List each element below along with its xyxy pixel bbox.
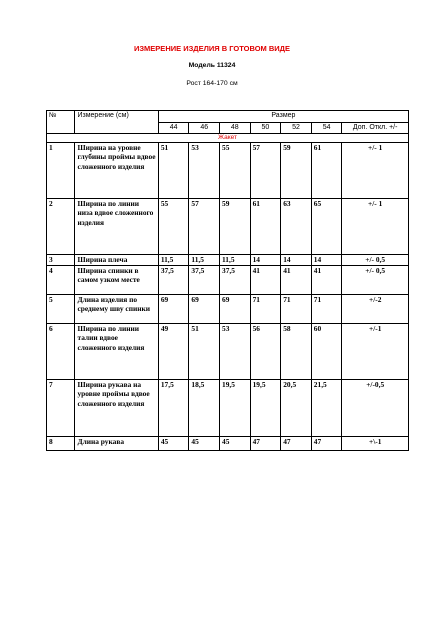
- model-label: Модель 11324: [188, 62, 236, 69]
- row-tolerance: +/- 0,5: [342, 255, 409, 266]
- row-number: 2: [47, 199, 75, 255]
- table-row: [47, 437, 409, 451]
- row-value: 17,5: [158, 380, 189, 437]
- row-value: 69: [158, 295, 189, 324]
- row-value: 60: [311, 324, 342, 380]
- row-value: 57: [189, 199, 220, 255]
- row-number: 7: [47, 380, 75, 437]
- row-tolerance: +/-0,5: [342, 380, 409, 437]
- row-value: 19,5: [220, 380, 251, 437]
- row-measure-name: Ширина на уровне глубины проймы вдвое сложенного изделия: [75, 143, 158, 199]
- row-value: 47: [250, 437, 281, 451]
- row-tolerance: +/-2: [342, 295, 409, 324]
- row-value: 57: [250, 143, 281, 199]
- table-row: [47, 143, 409, 199]
- table-row: [47, 295, 409, 324]
- row-value: 14: [250, 255, 281, 266]
- row-measure-name: Ширина по линии низа вдвое сложенного изделия: [75, 199, 158, 255]
- row-value: 59: [220, 199, 251, 255]
- row-number: 6: [47, 324, 75, 380]
- header-size: Размер: [158, 111, 408, 123]
- row-value: 19,5: [250, 380, 281, 437]
- row-value: 59: [281, 143, 312, 199]
- row-tolerance: +/- 0,5: [342, 266, 409, 295]
- row-value: 61: [250, 199, 281, 255]
- row-value: 45: [158, 437, 189, 451]
- row-tolerance: +\-1: [342, 437, 409, 451]
- row-value: 69: [220, 295, 251, 324]
- table-row: [47, 324, 409, 380]
- row-measure-name: Длина рукава: [75, 437, 158, 451]
- row-value: 69: [189, 295, 220, 324]
- header-number: №: [47, 111, 75, 134]
- row-value: 47: [281, 437, 312, 451]
- row-measure-name: Длина изделия по среднему шву спинки: [75, 295, 158, 324]
- row-number: 8: [47, 437, 75, 451]
- row-measure-name: Ширина спинки в самом узком месте: [75, 266, 158, 295]
- row-number: 3: [47, 255, 75, 266]
- row-value: 41: [311, 266, 342, 295]
- table-row: [47, 199, 409, 255]
- row-tolerance: +/- 1: [342, 199, 409, 255]
- row-value: 21,5: [311, 380, 342, 437]
- row-value: 11,5: [220, 255, 251, 266]
- row-value: 71: [311, 295, 342, 324]
- measurement-table: [46, 110, 409, 451]
- table-row: [47, 266, 409, 295]
- row-value: 56: [250, 324, 281, 380]
- row-value: 65: [311, 199, 342, 255]
- size-header-cell: 44: [158, 123, 189, 134]
- row-measure-name: Ширина по линии талии вдвое сложенного изделия: [75, 324, 158, 380]
- size-header-cell: 48: [220, 123, 251, 134]
- row-value: 41: [250, 266, 281, 295]
- table-row: [47, 380, 409, 437]
- row-value: 14: [311, 255, 342, 266]
- row-tolerance: +/- 1: [342, 143, 409, 199]
- row-value: 14: [281, 255, 312, 266]
- row-value: 63: [281, 199, 312, 255]
- header-tolerance: Доп. Откл. +/-: [342, 123, 409, 134]
- row-value: 71: [281, 295, 312, 324]
- row-value: 49: [158, 324, 189, 380]
- row-value: 37,5: [189, 266, 220, 295]
- row-value: 45: [220, 437, 251, 451]
- section-label: Жакет: [47, 134, 409, 143]
- row-value: 58: [281, 324, 312, 380]
- size-header-cell: 50: [250, 123, 281, 134]
- row-value: 61: [311, 143, 342, 199]
- row-value: 51: [189, 324, 220, 380]
- row-value: 20,5: [281, 380, 312, 437]
- row-value: 45: [189, 437, 220, 451]
- row-value: 51: [158, 143, 189, 199]
- row-number: 5: [47, 295, 75, 324]
- row-value: 53: [189, 143, 220, 199]
- row-value: 11,5: [189, 255, 220, 266]
- row-number: 1: [47, 143, 75, 199]
- row-value: 71: [250, 295, 281, 324]
- size-header-cell: 46: [189, 123, 220, 134]
- row-value: 18,5: [189, 380, 220, 437]
- table-row: [47, 255, 409, 266]
- row-value: 37,5: [220, 266, 251, 295]
- row-value: 55: [158, 199, 189, 255]
- size-header-cell: 52: [281, 123, 312, 134]
- row-value: 41: [281, 266, 312, 295]
- row-value: 37,5: [158, 266, 189, 295]
- row-value: 11,5: [158, 255, 189, 266]
- row-value: 53: [220, 324, 251, 380]
- header-measure: Измерение (см): [75, 111, 158, 134]
- size-header-cell: 54: [311, 123, 342, 134]
- row-measure-name: Ширина плеча: [75, 255, 158, 266]
- height-label: Рост 164-170 см: [186, 80, 238, 87]
- row-tolerance: +/-1: [342, 324, 409, 380]
- row-number: 4: [47, 266, 75, 295]
- row-value: 47: [311, 437, 342, 451]
- row-measure-name: Ширина рукава на уровне проймы вдвое сложенного изделия: [75, 380, 158, 437]
- row-value: 55: [220, 143, 251, 199]
- document-title: ИЗМЕРЕНИЕ ИЗДЕЛИЯ В ГОТОВОМ ВИДЕ: [133, 44, 291, 53]
